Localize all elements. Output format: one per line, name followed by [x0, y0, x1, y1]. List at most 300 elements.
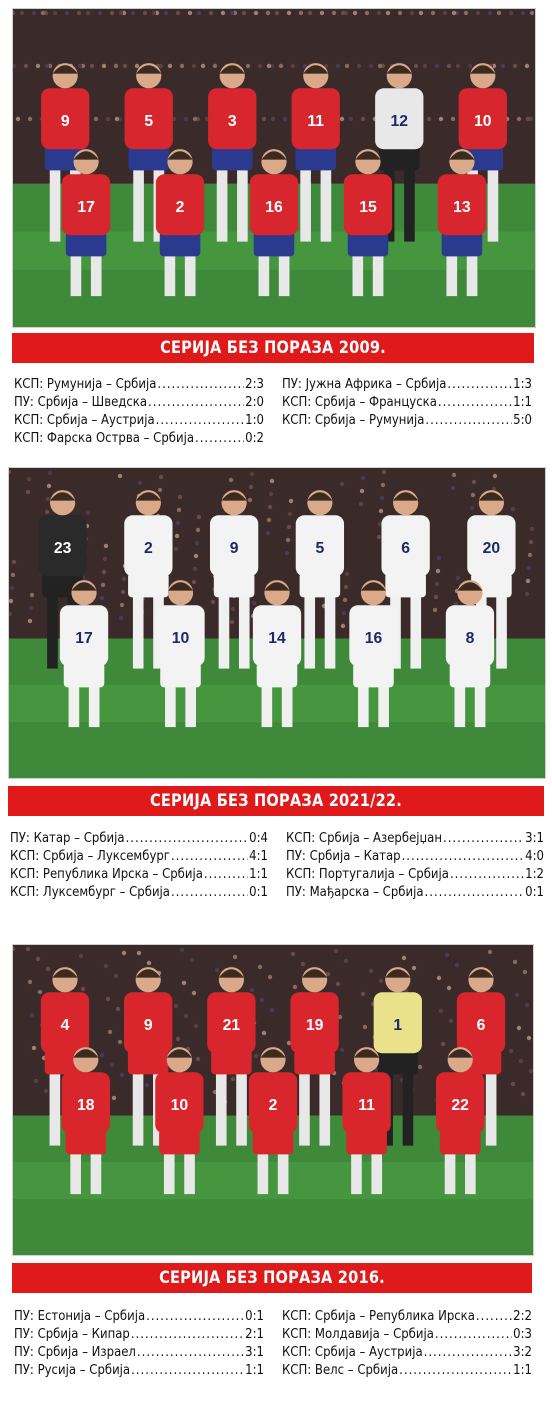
shirt-number: 23: [53, 540, 72, 558]
shirt-number: 2: [175, 199, 185, 217]
crowd-dot: [353, 11, 357, 15]
crowd-dot: [381, 483, 385, 487]
crowd-dot: [195, 541, 199, 545]
match-score: 2:1: [245, 1327, 264, 1342]
crowd-dot: [528, 553, 532, 557]
player-leg: [239, 595, 250, 669]
team-photo-2009: [12, 8, 536, 328]
crowd-dot: [175, 534, 179, 538]
player-leg: [91, 1152, 102, 1194]
match-score: 1:0: [245, 413, 264, 428]
player-leg: [184, 1152, 195, 1194]
crowd-dot: [12, 560, 16, 564]
crowd-dot: [102, 570, 106, 574]
crowd-dot: [32, 1046, 36, 1050]
crowd-dot: [16, 117, 20, 121]
crowd-dot: [266, 11, 270, 15]
crowd-dot: [229, 478, 233, 482]
crowd-dot: [46, 967, 50, 971]
player-leg: [262, 685, 273, 727]
player-leg: [69, 685, 80, 727]
crowd-dot: [119, 11, 123, 15]
shirt-number: 2: [268, 1097, 278, 1115]
shirt-number: 11: [358, 1097, 375, 1115]
player-leg: [216, 1072, 227, 1146]
crowd-dot: [447, 986, 451, 990]
result-row: [10, 848, 268, 866]
crowd-dot: [521, 1092, 525, 1096]
crowd-dot: [266, 531, 270, 535]
player-leg: [358, 685, 369, 727]
crowd-dot: [293, 985, 297, 989]
match-label: ПУ: Јужна Африка – Србија: [282, 377, 447, 392]
crowd-dot: [211, 600, 215, 604]
crowd-dot: [104, 964, 108, 968]
crowd-dot: [159, 475, 163, 479]
match-label: КСП: Велс – Србија: [282, 1363, 399, 1378]
shirt-number: 6: [401, 540, 411, 558]
crowd-dot: [379, 979, 383, 983]
crowd-dot: [48, 471, 52, 475]
crowd-dot: [497, 11, 501, 15]
match-score: 0:1: [249, 885, 268, 900]
team-photo-2009-drawing: [13, 9, 535, 327]
crowd-dot: [193, 567, 197, 571]
shirt-number: 9: [143, 1017, 153, 1035]
crowd-dot: [86, 11, 90, 15]
banner-2021-22: СЕРИЈА БЕЗ ПОРАЗА 2021/22.: [46, 786, 507, 816]
crowd-dot: [45, 64, 49, 68]
player-leg: [299, 1072, 310, 1146]
crowd-dot: [268, 975, 272, 979]
crowd-dot: [112, 1096, 116, 1100]
crowd-dot: [361, 992, 365, 996]
crowd-dot: [86, 511, 90, 515]
crowd-dot: [249, 485, 253, 489]
crowd-dot: [168, 64, 172, 68]
crowd-dot: [464, 11, 468, 15]
crowd-dot: [279, 64, 283, 68]
crowd-dot: [176, 11, 180, 15]
match-score: 5:0: [513, 413, 532, 428]
crowd-dot: [525, 1003, 529, 1007]
crowd-dot: [145, 1083, 149, 1087]
crowd-dot: [38, 990, 42, 994]
crowd-dot: [120, 1073, 124, 1077]
player-leg: [455, 685, 466, 727]
player-leg: [217, 168, 228, 242]
crowd-dot: [184, 1014, 188, 1018]
player-leg: [133, 1072, 144, 1146]
match-score: 2:3: [245, 377, 264, 392]
crowd-dot: [123, 64, 127, 68]
crowd-dot: [283, 117, 287, 121]
player-leg: [165, 685, 176, 727]
results-2016-right: [282, 1308, 532, 1380]
shirt-number: 13: [453, 199, 471, 217]
results-2009-left: [14, 376, 264, 448]
crowd-dot: [269, 492, 273, 496]
crowd-dot: [118, 474, 122, 478]
match-label: ПУ: Србија – Шведска: [14, 395, 148, 410]
crowd-dot: [342, 611, 346, 615]
crowd-dot: [262, 117, 266, 121]
result-row: [14, 1362, 264, 1380]
result-row: [282, 1362, 532, 1380]
crowd-dot: [357, 64, 361, 68]
crowd-dot: [137, 951, 141, 955]
crowd-dot: [98, 11, 102, 15]
match-score: 1:1: [245, 1363, 264, 1378]
crowd-dot: [360, 489, 364, 493]
crowd-dot: [344, 585, 348, 589]
banner-2016: СЕРИЈА БЕЗ ПОРАЗА 2016.: [48, 1263, 495, 1293]
crowd-dot: [268, 505, 272, 509]
player-leg: [164, 1152, 175, 1194]
shirt-number: 18: [77, 1097, 95, 1115]
crowd-dot: [378, 64, 382, 68]
crowd-dot: [79, 954, 83, 958]
section-2021-22: [0, 462, 552, 932]
crowd-dot: [427, 117, 431, 121]
crowd-dot: [135, 64, 139, 68]
crowd-dot: [254, 1054, 258, 1058]
crowd-dot: [515, 993, 519, 997]
crowd-dot: [100, 596, 104, 600]
crowd-dot: [341, 11, 345, 15]
crowd-dot: [24, 64, 28, 68]
shirt-number: 10: [474, 113, 492, 131]
crowd-dot: [451, 117, 455, 121]
player-leg: [488, 168, 499, 242]
shirt-number: 20: [482, 540, 501, 558]
shirt-number: 16: [265, 199, 283, 217]
crowd-dot: [308, 11, 312, 15]
player-leg: [47, 595, 58, 669]
result-row: [14, 430, 264, 448]
crowd-dot: [147, 961, 151, 965]
crowd-dot: [267, 518, 271, 522]
match-label: КСП: Србија – Азербејџан: [286, 831, 442, 846]
crowd-dot: [246, 64, 250, 68]
crowd-dot: [452, 473, 456, 477]
crowd-dot: [108, 1030, 112, 1034]
crowd-dot: [90, 64, 94, 68]
player-leg: [300, 168, 311, 242]
player-leg: [404, 168, 415, 242]
player-leg: [185, 254, 196, 296]
team-photo-2021-22: [8, 467, 546, 779]
result-row: [14, 1308, 264, 1326]
crowd-dot: [289, 499, 293, 503]
crowd-dot: [122, 951, 126, 955]
crowd-dot: [359, 502, 363, 506]
crowd-dot: [513, 960, 517, 964]
crowd-dot: [471, 493, 475, 497]
shirt-number: 8: [465, 630, 475, 648]
crowd-dot: [252, 601, 256, 605]
match-label: ПУ: Србија – Кипар: [14, 1327, 130, 1342]
crowd-dot: [114, 64, 118, 68]
crowd-dot: [104, 544, 108, 548]
result-row: [10, 866, 268, 884]
crowd-dot: [20, 11, 24, 15]
crowd-dot: [525, 64, 529, 68]
match-score: 1:2: [525, 867, 544, 882]
crowd-dot: [270, 1008, 274, 1012]
shirt-number: 10: [170, 1097, 189, 1115]
shirt-number: 9: [229, 540, 239, 558]
crowd-dot: [530, 11, 534, 15]
crowd-dot: [192, 991, 196, 995]
crowd-dot: [291, 64, 295, 68]
crowd-dot: [94, 117, 98, 121]
crowd-dot: [248, 498, 252, 502]
crowd-dot: [258, 965, 262, 969]
crowd-dot: [180, 64, 184, 68]
crowd-dot: [250, 988, 254, 992]
crowd-dot: [439, 117, 443, 121]
shirt-number: 6: [476, 1017, 486, 1035]
crowd-dot: [184, 117, 188, 121]
result-row: [286, 830, 544, 848]
match-score: 0:2: [245, 431, 264, 446]
crowd-dot: [320, 11, 324, 15]
player-leg: [410, 595, 421, 669]
match-label: КСП: Молдавија – Србија: [282, 1327, 434, 1342]
player-leg: [446, 254, 457, 296]
crowd-dot: [299, 11, 303, 15]
match-score: 1:3: [513, 377, 532, 392]
crowd-dot: [340, 482, 344, 486]
player-leg: [467, 254, 478, 296]
crowd-dot: [45, 510, 49, 514]
match-label: КСП: Република Ирска – Србија: [10, 867, 203, 882]
crowd-dot: [436, 569, 440, 573]
shirt-number: 2: [143, 540, 153, 558]
crowd-dot: [194, 1024, 198, 1028]
player-leg: [496, 595, 507, 669]
crowd-dot: [81, 987, 85, 991]
player-leg: [89, 685, 100, 727]
crowd-dot: [468, 64, 472, 68]
crowd-dot: [343, 598, 347, 602]
crowd-dot: [270, 479, 274, 483]
player-leg: [445, 1152, 456, 1194]
crowd-dot: [53, 11, 57, 15]
match-score: 2:0: [245, 395, 264, 410]
match-score: 3:1: [525, 831, 544, 846]
crowd-dot: [287, 11, 291, 15]
crowd-dot: [77, 11, 81, 15]
shirt-number: 19: [305, 1017, 324, 1035]
crowd-dot: [28, 117, 32, 121]
crowd-dot: [523, 970, 527, 974]
shirt-number: 16: [364, 630, 383, 648]
player-leg: [71, 254, 82, 296]
crowd-dot: [116, 1007, 120, 1011]
player-leg: [378, 685, 389, 727]
shirt-number: 15: [359, 199, 377, 217]
team-photo-2016-drawing: [13, 945, 533, 1255]
crowd-dot: [287, 525, 291, 529]
crowd-dot: [517, 117, 521, 121]
crowd-dot: [250, 472, 254, 476]
shirt-number: 12: [390, 113, 409, 131]
player-leg: [371, 1152, 382, 1194]
crowd-dot: [380, 496, 384, 500]
crowd-dot: [418, 1065, 422, 1069]
crowd-dot: [209, 11, 213, 15]
match-label: КСП: Фарска Острва – Србија: [14, 431, 194, 446]
crowd-dot: [414, 64, 418, 68]
crowd-dot: [435, 64, 439, 68]
crowd-dot: [382, 470, 386, 474]
crowd-dot: [336, 982, 340, 986]
crowd-dot: [101, 583, 105, 587]
crowd-dot: [529, 1069, 533, 1073]
crowd-dot: [188, 11, 192, 15]
crowd-dot: [26, 490, 30, 494]
crowd-dot: [377, 535, 381, 539]
crowd-dot: [174, 1004, 178, 1008]
crowd-dot: [340, 117, 344, 121]
player-leg: [465, 1152, 476, 1194]
crowd-dot: [402, 956, 406, 960]
crowd-dot: [363, 1025, 367, 1029]
crowd-dot: [488, 950, 492, 954]
crowd-dot: [118, 1040, 122, 1044]
crowd-dot: [398, 11, 402, 15]
player-leg: [486, 1072, 497, 1146]
crowd-dot: [192, 580, 196, 584]
results-2009: [14, 376, 534, 452]
crowd-dot: [361, 117, 365, 121]
crowd-dot: [9, 599, 13, 603]
crowd-dot: [377, 11, 381, 15]
crowd-dot: [100, 1053, 104, 1057]
crowd-dot: [493, 474, 497, 478]
result-row: [10, 884, 268, 902]
match-label: КСП: Луксембург – Србија: [10, 885, 170, 900]
player-leg: [219, 595, 230, 669]
crowd-dot: [65, 11, 69, 15]
crowd-dot: [143, 11, 147, 15]
crowd-dot: [412, 966, 416, 970]
crowd-dot: [180, 948, 184, 952]
result-row: [282, 1326, 532, 1344]
crowd-dot: [231, 1077, 235, 1081]
crowd-dot: [488, 11, 492, 15]
crowd-dot: [230, 620, 234, 624]
crowd-dot: [447, 64, 451, 68]
match-label: ПУ: Естонија – Србија: [14, 1309, 146, 1324]
crowd-dot: [344, 959, 348, 963]
shirt-number: 10: [171, 630, 190, 648]
crowd-dot: [177, 508, 181, 512]
crowd-dot: [158, 488, 162, 492]
crowd-dot: [174, 547, 178, 551]
result-row: [282, 1344, 532, 1362]
match-label: ПУ: Србија – Израел: [14, 1345, 136, 1360]
crowd-dot: [476, 11, 480, 15]
player-leg: [259, 254, 270, 296]
crowd-dot: [511, 1082, 515, 1086]
crowd-dot: [365, 11, 369, 15]
crowd-dot: [449, 1019, 453, 1023]
crowd-dot: [197, 11, 201, 15]
crowd-dot: [456, 64, 460, 68]
crowd-dot: [164, 11, 168, 15]
crowd-dot: [451, 486, 455, 490]
match-score: 0:4: [249, 831, 268, 846]
match-label: КСП: Србија – Република Ирска: [282, 1309, 475, 1324]
crowd-dot: [120, 603, 124, 607]
crowd-dot: [131, 11, 135, 15]
player-leg: [165, 254, 176, 296]
result-row: [286, 866, 544, 884]
match-score: 3:1: [245, 1345, 264, 1360]
result-row: [282, 394, 532, 412]
match-score: 1:1: [513, 1363, 532, 1378]
crowd-dot: [379, 509, 383, 513]
crowd-dot: [445, 953, 449, 957]
crowd-dot: [178, 495, 182, 499]
crowd-dot: [517, 1026, 521, 1030]
crowd-dot: [361, 476, 365, 480]
shirt-number: 5: [144, 113, 154, 131]
player-leg: [373, 254, 384, 296]
crowd-dot: [369, 969, 373, 973]
crowd-dot: [472, 480, 476, 484]
match-score: 0:3: [513, 1327, 532, 1342]
crowd-dot: [291, 952, 295, 956]
player-leg: [304, 595, 315, 669]
match-score: 4:1: [249, 849, 268, 864]
results-2021-22-left: [10, 830, 268, 902]
match-label: ПУ: Србија – Катар: [286, 849, 401, 864]
crowd-dot: [121, 590, 125, 594]
shirt-number: 17: [77, 199, 95, 217]
match-score: 0:1: [525, 885, 544, 900]
player-leg: [50, 1072, 61, 1146]
crowd-dot: [176, 1037, 180, 1041]
result-row: [14, 412, 264, 430]
player-leg: [237, 168, 248, 242]
results-2016-left: [14, 1308, 264, 1380]
player-leg: [70, 1152, 81, 1194]
crowd-dot: [102, 64, 106, 68]
crowd-dot: [197, 515, 201, 519]
match-score: 1:1: [513, 395, 532, 410]
match-score: 3:2: [513, 1345, 532, 1360]
crowd-dot: [201, 64, 205, 68]
match-score: 2:2: [513, 1309, 532, 1324]
crowd-dot: [176, 521, 180, 525]
crowd-dot: [254, 11, 258, 15]
match-label: ПУ: Мађарска – Србија: [286, 885, 424, 900]
section-2016: [0, 936, 552, 1404]
crowd-dot: [36, 957, 40, 961]
crowd-dot: [275, 11, 279, 15]
crowd-dot: [78, 64, 82, 68]
match-score: 1:1: [249, 867, 268, 882]
crowd-dot: [30, 1013, 34, 1017]
crowd-dot: [106, 117, 110, 121]
result-row: [282, 412, 532, 430]
player-leg: [353, 254, 364, 296]
crowd-dot: [10, 586, 14, 590]
